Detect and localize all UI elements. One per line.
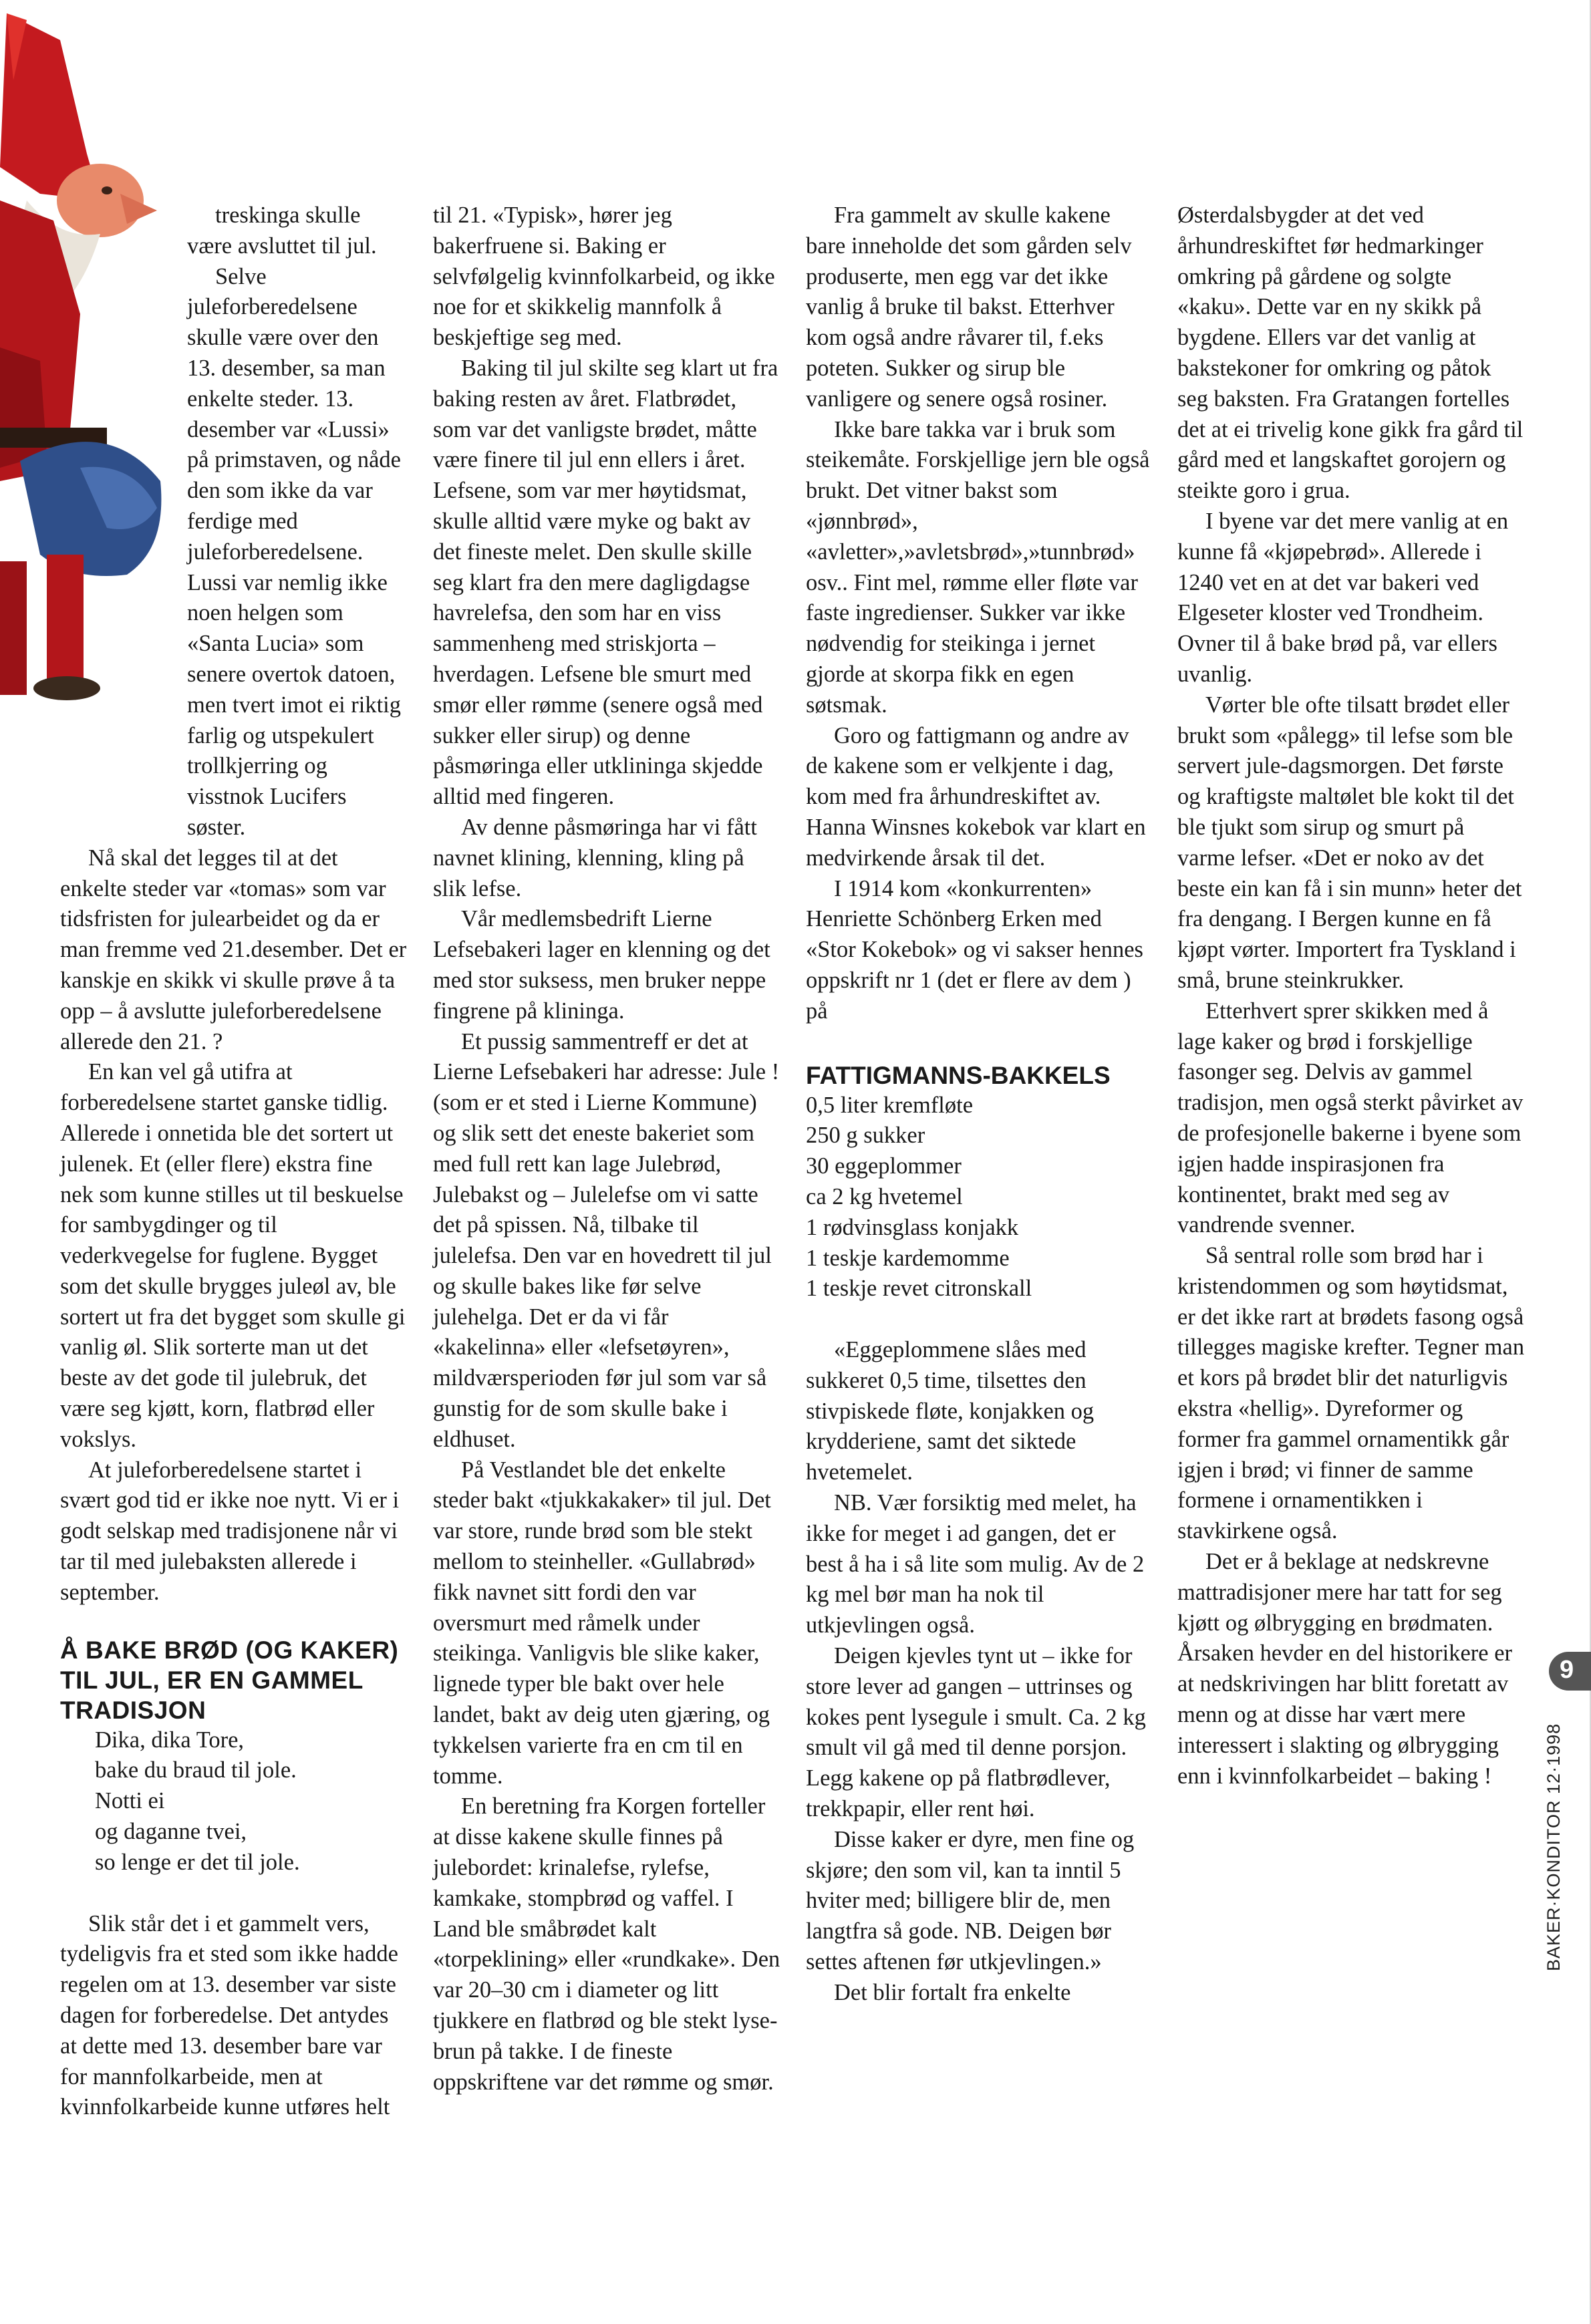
section-heading: Å BAKE BRØD (OG KAKER) TIL JUL, ER EN GAMMEL TRADISJON — [60, 1636, 399, 1724]
paragraph: Det er å beklage at nedskrevne mattradisjoner mere har tatt for seg kjøtt og ølbrygging en brødmaten. Årsaken hevder en del historikere er at nedskrivingen har blitt foretatt av menn og at disse har vært mere interessert i slakting og ølbrygging enn i kvinnfolkarbeidet – baking ! — [1177, 1549, 1512, 1789]
paragraph: I byene var det mere vanlig at en kunne få «kjøpebrød». Allerede i 1240 vet en at det var bakeri ved Elgeseter kloster ved Trondheim. Ovner til å bake brød på, var ellers uvanlig. — [1177, 508, 1509, 687]
column-2 — [433, 200, 780, 2097]
page-number: 9 — [1560, 1656, 1574, 1684]
verse-line: so lenge er det til jole. — [95, 1849, 300, 1875]
paragraph: treskinga skulle være avsluttet til jul. — [187, 202, 377, 259]
paragraph: Ikke bare takka var i bruk som steikemåte. Forskjellige jern ble også brukt. Det vitner bakst som «jønnbrød», «avletter»,»avletsbrød»,»tunnbrød» osv.. Fint mel, rømme eller fløte var faste ingredienser. Sukker var ikke nødvendig for steikinga i jernet gjorde at skorpa fikk en egen søtsmak. — [806, 416, 1150, 718]
verse-line: Dika, dika Tore, — [95, 1727, 245, 1753]
verse — [60, 1725, 408, 1878]
paragraph: Goro og fattigmann og andre av de kakene som er velkjente i dag, kom med fra århundreskiftet av. Hanna Winsnes kokebok var klart en medvirkende årsak til det. — [806, 722, 1146, 871]
paragraph: Fra gammelt av skulle kakene bare inneholde det som gården selv produserte, men egg var det ikke vanlig å bruke til bakst. Etterhver kom også andre råvarer til, f.eks poteten. Sukker og sirup ble vanligere og senere også rosiner. — [806, 202, 1132, 412]
paragraph: På Vestlandet ble det enkelte steder bakt «tjukkakaker» til jul. Det var store, runde brød som ble stekt mellom to steinheller. «Gullabrød» fikk navnet sitt fordi den var oversmurt med råmelk under steikinga. Vanligvis ble slike kaker, lignede typer ble bakt over hele landet, bakt av deig uten gjæring, og tykkelsen varierte fra en cm til en tomme. — [433, 1457, 771, 1789]
magazine-credit: BAKER·KONDITOR 12·1998 — [1544, 1723, 1564, 1971]
ingredient-item: 30 eggeplommer — [806, 1153, 962, 1179]
paragraph: Nå skal det legges til at det enkelte steder var «tomas» som var tidsfristen for julearbeidet og da er man fremme ved 21.desember. Det er kanskje en skikk vi skulle prøve å ta opp – å avslutte juleforberedelsene allerede den 21. ? — [60, 845, 407, 1054]
paragraph: til 21. «Typisk», hører jeg bakerfruene si. Baking er selvfølgelig kvinnfolkarbeid, og ikke noe for et skikkelig mannfolk å beskjeftige seg med. — [433, 202, 775, 351]
verse-line: Notti ei — [95, 1788, 165, 1814]
paragraph: Disse kaker er dyre, men fine og skjøre; den som vil, kan ta inntil 5 hviter med; billigere blir de, men langtfra så gode. NB. Deigen bør settes aftenen før utkjevlingen.» — [806, 1826, 1135, 1975]
ingredient-list — [806, 1091, 1153, 1305]
paragraph: Så sentral rolle som brød har i kristendommen og som høytidsmat, er det ikke rart at brødets fasong også tillegges magiske krefter. Tegner man et kors på brødet blir det naturligvis ekstra «hellig». Dyreformer og former fra gammel ornamentikk går igjen i brød; vi finner de samme formene i ornamentikken i stavkirkene også. — [1177, 1243, 1525, 1544]
paragraph: En kan vel gå utifra at forberedelsene startet ganske tidlig. Allerede i onnetida ble det sortert ut julenek. Et (eller flere) ekstra fine nek som kunne stilles ut til beskuelse for sambygdinger og til vederkvegelse for fuglene. Bygget som det skulle brygges juleøl av, ble sortert ut fra det bygget som skulle gi vanlig øl. Slik sorterte man ut det beste av det gode til julebruk, det være seg kjøtt, korn, flatbrød eller vokslys. — [60, 1059, 406, 1452]
paragraph: Av denne påsmøringa har vi fått navnet klining, klenning, kling på slik lefse. — [433, 814, 757, 901]
ingredient-item: 0,5 liter kremfløte — [806, 1092, 974, 1118]
paragraph: Vår medlemsbedrift Lierne Lefsebakeri lager en klenning og det med stor suksess, men bruker neppe fingrene på klininga. — [433, 906, 770, 1024]
ingredient-item: 1 rødvinsglass konjakk — [806, 1214, 1019, 1240]
verse-line: og daganne tvei, — [95, 1819, 247, 1845]
paragraph: Etterhvert sprer skikken med å lage kaker og brød i forskjellige fasonger seg. Delvis av gammel tradisjon, men også sterkt påvirket av de profesjonelle bakerne i byene som igjen hadde inspirasjonen fra kontinentet, brakt med seg av vandrende svenner. — [1177, 998, 1524, 1238]
ingredient-item: 1 teskje revet citronskall — [806, 1276, 1032, 1302]
paragraph: Et pussig sammentreff er det at Lierne Lefsebakeri har adresse: Jule ! (som er et sted i Lierne Kommune) og slik sett det eneste bakeriet som med full rett kan lage Julebrød, Julebakst og – Julelefse om vi satte det på spissen. Nå, tilbake til julelefsa. Den var en hovedrett til jul og skulle bakes like før selve julehelga. Det er da vi får «kakelinna» eller «lefsetøyren», mildværsperioden før jul som var så gunstig for de som skulle bake i eldhuset. — [433, 1028, 780, 1452]
paragraph: Selve juleforberedelsene skulle være over den 13. desember, sa man enkelte steder. 13. desember var «Lussi» på primstaven, og nåde den som ikke da var ferdige med juleforberedelsene. Lussi var nemlig ikke noen helgen som «Santa Lucia» som senere overtok datoen, men tvert imot ei riktig farlig og utspekulert trollkjerring og visstnok Lucifers søster. — [187, 263, 402, 840]
column-4 — [1177, 200, 1525, 1791]
column-3 — [806, 200, 1153, 2009]
paragraph: Deigen kjevles tynt ut – ikke for store lever ad gangen – uttrinses og kokes pent lysegule i smult. Ca. 2 kg smult vil gå med til denne porsjon. Legg kakene op på flatbrødlever, trekkpapir, eller rent høi. — [806, 1643, 1146, 1822]
paragraph: Det blir fortalt fra enkelte — [834, 1979, 1071, 2005]
paragraph: Vørter ble ofte tilsatt brødet eller brukt som «pålegg» til lefse som ble servert jule-dagsmorgen. Det første og kraftigste maltølet ble kokt til det ble tjukt som sirup og smurt på varme lefser. «Det er noko av det beste ein kan få i sin munn» heter det fra dengang. I Bergen kunne en få kjøpt vørter. Importert fra Tyskland i små, brune steinkrukker. — [1177, 692, 1522, 993]
paragraph: «Eggeplommene slåes med sukkeret 0,5 time, tilsettes den stivpiskede fløte, konjakken og krydderiene, samt det siktede hvetemelet. — [806, 1337, 1095, 1485]
ingredient-item: ca 2 kg hvetemel — [806, 1183, 963, 1209]
paragraph: NB. Vær forsiktig med melet, ha ikke for meget i ad gangen, det er best å ha i så lite som mulig. Av de 2 kg mel bør man ha nok til utkjevlingen også. — [806, 1490, 1145, 1638]
ingredient-item: 250 g sukker — [806, 1123, 925, 1149]
column-1 — [60, 200, 408, 2123]
paragraph: At juleforberedelsene startet i svært god tid er ikke noe nytt. Vi er i godt selskap med tradisjonene når vi tar til med julebaksten allerede i september. — [60, 1457, 400, 1605]
paragraph: Baking til jul skilte seg klart ut fra baking resten av året. Flatbrødet, som var det vanligste brødet, måtte være finere til jul enn ellers i året. Lefsene, som var mer høytidsmat, skulle alltid være myke og bakt av det fineste melet. Den skulle skille seg klart fra den mere dagligdagse havrelefsa, den som har en viss sammenheng med striskjorta – hverdagen. Lefsene ble smurt med smør eller rømme (senere også med sukker eller sirup) og denne påsmøringa eller utklininga skjedde alltid med fingeren. — [433, 355, 778, 810]
paragraph: Slik står det i et gammelt vers, tydeligvis fra et sted som ikke hadde regelen om at 13. desember var siste dagen for forberedelse. Det antydes at dette med 13. desember bare var for mannfolkarbeide, men at kvinnfolkarbeide kunne utføres helt — [60, 1910, 398, 2120]
verse-line: bake du braud til jole. — [95, 1757, 297, 1783]
paragraph: En beretning fra Korgen forteller at disse kakene skulle finnes på julebordet: krinalefse, rylefse, kamkake, stompbrød og vaffel. I Land ble småbrødet kalt «torpeklining» eller «rundkake». Den var 20–30 cm i diameter og litt tjukkere en flatbrød og ble stekt lyse-brun på takke. I de fineste oppskriftene var det rømme og smør. — [433, 1793, 780, 2095]
ingredient-item: 1 teskje kardemomme — [806, 1245, 1010, 1271]
paragraph: I 1914 kom «konkurrenten» Henriette Schönberg Erken med «Stor Kokebok» og vi sakser hennes oppskrift nr 1 (det er flere av dem ) på — [806, 875, 1143, 1024]
paragraph: Østerdalsbygder at det ved århundreskiftet før hedmarkinger omkring på gårdene og solgte «kaku». Dette var en ny skikk på bygdene. Ellers var det vanlig at bakstekoner for omkring og påtok seg baksten. Fra Gratangen fortelles det at ei trivelig kone gikk fra gård til gård med et langskaftet gorojern og steikte goro i grua. — [1177, 202, 1524, 504]
recipe-title: FATTIGMANNS-BAKKELS — [806, 1061, 1111, 1089]
